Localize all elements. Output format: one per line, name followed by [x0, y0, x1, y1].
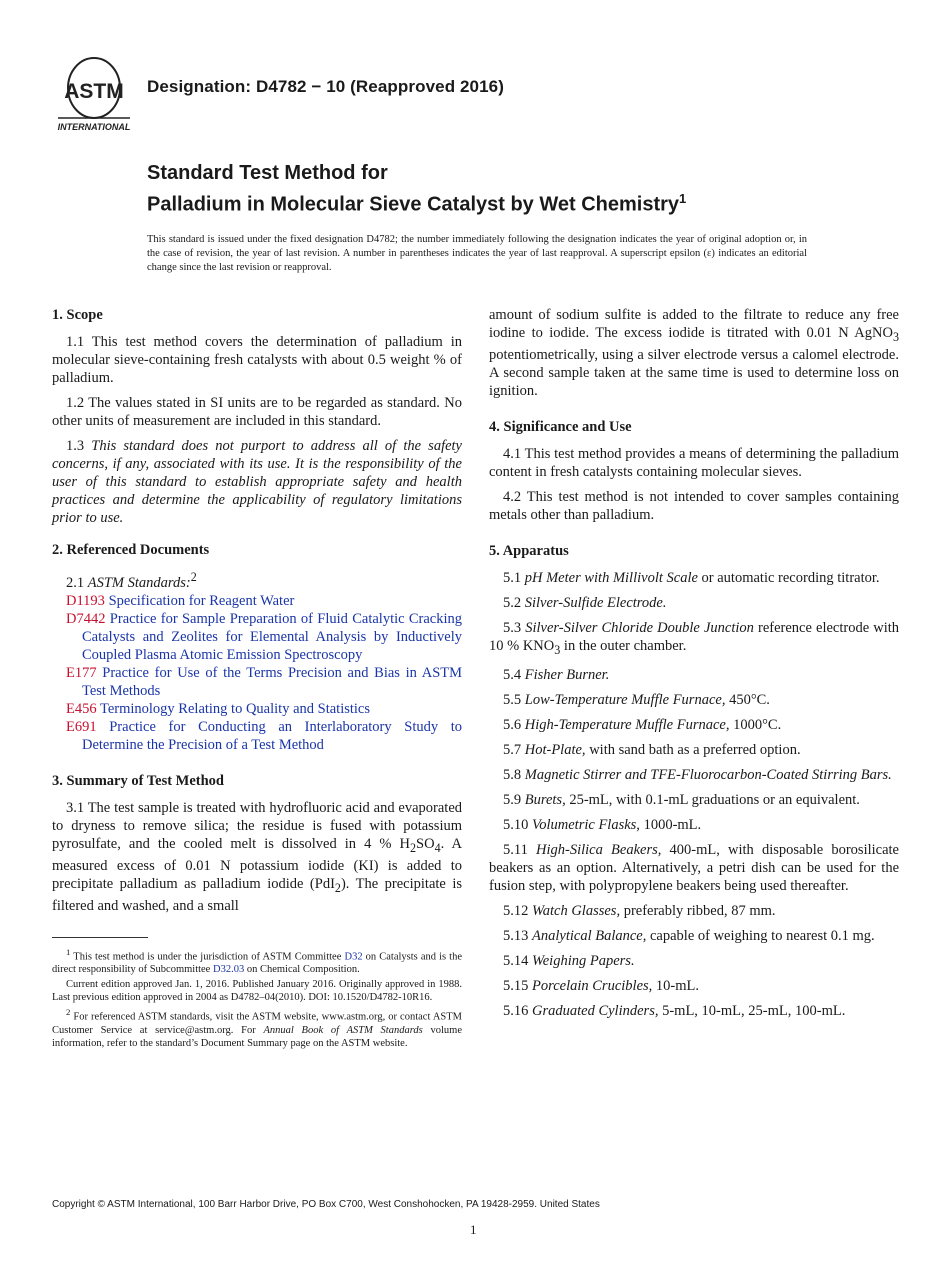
apparatus-item: 5.5 Low-Temperature Muffle Furnace, 450°C.	[503, 691, 770, 708]
para-3-1: 3.1 The test sample is treated with hydrofluoric acid and evaporated to dryness to remove silica; the residue is fused with potassium pyrosulfate, and the cooled melt is dissolved in 4 % $H_2SO_4$. A measured excess of 0.01 N potassium iodide (KI) is added to precipitate palladium as palladium iodide (PdI$_2$). The precipitate is filtered and washed, and a small	[52, 799, 463, 914]
section-heading-summary: 3. Summary of Test Method	[52, 772, 224, 789]
document-title	[147, 160, 686, 218]
ref-item[interactable]: D7442 Practice for Sample Preparation of Fluid Catalytic Cracking Catalysts and Zeolites for Elemental Analysis by Inductively Coupled Plasma Atomic Emission Spectroscopy	[66, 610, 463, 663]
apparatus-item: 5.2 Silver-Sulfide Electrode.	[503, 594, 667, 611]
para-2-1: 2.1 ASTM Standards:$^2$	[66, 570, 197, 591]
svg-text:ASTM: ASTM	[64, 80, 124, 103]
section-heading-significance: 4. Significance and Use	[489, 418, 632, 435]
apparatus-item: 5.9 Burets, 25-mL, with 0.1-mL graduations or an equivalent.	[503, 791, 860, 808]
right-column	[489, 306, 899, 1027]
apparatus-item: 5.6 High-Temperature Muffle Furnace, 1000°C.	[503, 716, 782, 733]
footnote-divider	[52, 937, 148, 938]
apparatus-item: 5.15 Porcelain Crucibles, 10-mL.	[503, 977, 699, 994]
apparatus-item: 5.13 Analytical Balance, capable of weighing to nearest 0.1 mg.	[503, 927, 875, 944]
title-line-2: Palladium in Molecular Sieve Catalyst by Wet Chemistry$^1$	[147, 191, 687, 216]
apparatus-item: 5.4 Fisher Burner.	[503, 666, 610, 683]
apparatus-item: 5.7 Hot-Plate, with sand bath as a preferred option.	[503, 741, 801, 758]
title-footnote-ref[interactable]: 1	[679, 191, 687, 206]
apparatus-item: 5.14 Weighing Papers.	[503, 952, 635, 969]
issued-note: This standard is issued under the fixed designation D4782; the number immediately following the designation indicates the year of original adoption or, in the case of revision, the year of last revision. A number in parentheses indicates the year of last reapproval. A superscript epsilon (ε) indicates an editorial change since the last revision or reapproval.	[147, 234, 807, 273]
section-heading-refdocs: 2. Referenced Documents	[52, 542, 210, 558]
para-4-2: 4.2 This test method is not intended to cover samples containing metals other than palladium.	[489, 488, 899, 523]
copyright-footer: Copyright © ASTM International, 100 Barr Harbor Drive, PO Box C700, West Conshohocken, PA 19428-2959. United States	[52, 1199, 600, 1210]
para-3-1-continued: amount of sodium sulfite is added to the filtrate to reduce any free iodine to iodide. The excess iodide is titrated with 0.01 N AgNO$_3$ potentiometrically, using a silver electrode versus a calomel electrode. A second sample taken at the same time is used to determine loss on ignition.	[489, 307, 899, 399]
subcommittee-link[interactable]: D32.03	[212, 964, 245, 976]
apparatus-item: 5.3 Silver-Silver Chloride Double Junction reference electrode with 10 % $KNO_3$ in the outer chamber.	[489, 619, 900, 657]
apparatus-item: 5.11 High-Silica Beakers, 400-mL, with disposable borosilicate beakers as an option. Alternatively, a petri dish can be used for the fusion step, with polypropylene beakers being used thereafter.	[489, 841, 899, 894]
para-1-3: 1.3 This standard does not purport to address all of the safety concerns, if any, associated with its use. It is the responsibility of the user of this standard to establish appropriate safety and health practices and determine the applicability of regulatory limitations prior to use.	[52, 438, 462, 526]
page-number: 1	[470, 1222, 477, 1237]
ref-item[interactable]: D1193 Specification for Reagent Water	[66, 592, 295, 609]
para-4-1: 4.1 This test method provides a means of determining the palladium content in fresh catalysts containing molecular sieves.	[489, 445, 899, 480]
footnote-1: $^1$ This test method is under the jurisdiction of ASTM Committee D32 on Catalysts and is the direct responsibility of Subcommittee D32.03 on Chemical Composition.	[52, 946, 463, 976]
footnote-2: $^2$ For referenced ASTM standards, visit the ASTM website, www.astm.org, or contact ASTM Customer Service at service@astm.org. For Annual Book of ASTM Standards volume information, refer to the standard’s Document Summary page on the ASTM website.	[52, 1007, 463, 1049]
title-line-1: Standard Test Method for	[147, 162, 388, 184]
ref-item[interactable]: E691 Practice for Conducting an Interlaboratory Study to Determine the Precision of a Test Method	[66, 718, 463, 753]
para-1-2: 1.2 The values stated in SI units are to be regarded as standard. No other units of measurement are included in this standard.	[52, 395, 462, 429]
apparatus-item: 5.16 Graduated Cylinders, 5-mL, 10-mL, 25-mL, 100-mL.	[503, 1002, 846, 1019]
apparatus-item: 5.10 Volumetric Flasks, 1000-mL.	[503, 816, 702, 833]
para-1-1: 1.1 This test method covers the determination of palladium in molecular sieve-containing fresh catalysts with about 0.5 weight % of palladium.	[52, 334, 462, 386]
ref-item[interactable]: E177 Practice for Use of the Terms Precision and Bias in ASTM Test Methods	[66, 664, 463, 699]
section-heading-scope: 1. Scope	[52, 307, 103, 323]
apparatus-item: 5.8 Magnetic Stirrer and TFE-Fluorocarbon-Coated Stirring Bars.	[503, 766, 892, 783]
section-heading-apparatus: 5. Apparatus	[489, 542, 569, 559]
footnote-1-edition: Current edition approved Jan. 1, 2016. Published January 2016. Originally approved in 1988. Last previous edition approved in 2004 as D4782–04(2010). DOI: 10.1520/D4782-10R16.	[52, 979, 462, 1004]
apparatus-item: 5.1 pH Meter with Millivolt Scale or automatic recording titrator.	[503, 569, 880, 586]
ref-item[interactable]: E456 Terminology Relating to Quality and Statistics	[66, 700, 371, 717]
designation: Designation: D4782 − 10 (Reapproved 2016)	[147, 77, 504, 96]
astm-logo	[52, 56, 136, 134]
svg-text:INTERNATIONAL: INTERNATIONAL	[57, 122, 131, 132]
committee-link[interactable]: D32	[344, 951, 363, 963]
apparatus-item: 5.12 Watch Glasses, preferably ribbed, 87 mm.	[503, 902, 776, 919]
left-column	[52, 306, 462, 1052]
